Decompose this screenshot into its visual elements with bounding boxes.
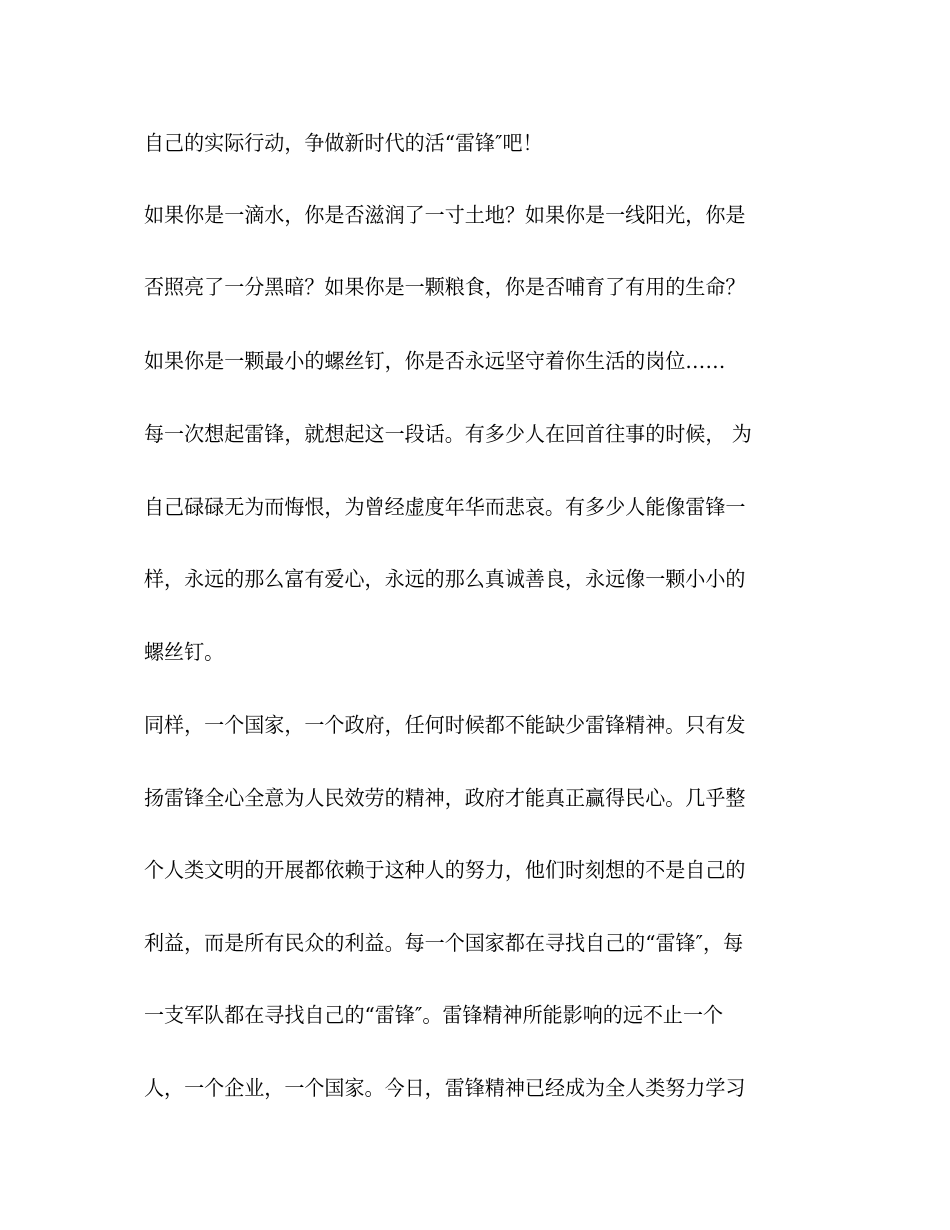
text-line-9: 同样，一个国家，一个政府，任何时候都不能缺少雷锋精神。只有发 — [144, 713, 746, 737]
text-line-1: 自己的实际行动，争做新时代的活“雷锋″吧！ — [144, 131, 543, 155]
text-line-8: 螺丝钉。 — [144, 640, 225, 664]
text-line-3: 否照亮了一分黑暗？如果你是一颗粮食，你是否哺育了有用的生命？ — [144, 275, 746, 299]
text-line-2: 如果你是一滴水，你是否滋润了一寸土地？如果你是一线阳光，你是 — [144, 203, 746, 227]
text-line-13: 一支军队都在寻找自己的“雷锋″。雷锋精神所能影响的远不止一个 — [144, 1003, 724, 1027]
text-line-14: 人，一个企业，一个国家。今日，雷锋精神已经成为全人类努力学习 — [144, 1076, 746, 1100]
text-line-4: 如果你是一颗最小的螺丝钉，你是否永远坚守着你生活的岗位…… — [144, 349, 726, 373]
text-line-5: 每一次想起雷锋，就想起这一段话。有多少人在回首往事的时候， 为 — [144, 422, 752, 446]
text-line-12: 利益，而是所有民众的利益。每一个国家都在寻找自己的“雷锋″，每 — [144, 931, 744, 955]
text-line-7: 样，永远的那么富有爱心，永远的那么真诚善良，永远像一颗小小的 — [144, 567, 746, 591]
text-line-11: 个人类文明的开展都依赖于这种人的努力，他们时刻想的不是自己的 — [144, 858, 746, 882]
text-line-6: 自己碌碌无为而悔恨，为曾经虚度年华而悲哀。有多少人能像雷锋一 — [144, 495, 746, 519]
text-line-10: 扬雷锋全心全意为人民效劳的精神，政府才能真正赢得民心。几乎整 — [144, 786, 746, 810]
